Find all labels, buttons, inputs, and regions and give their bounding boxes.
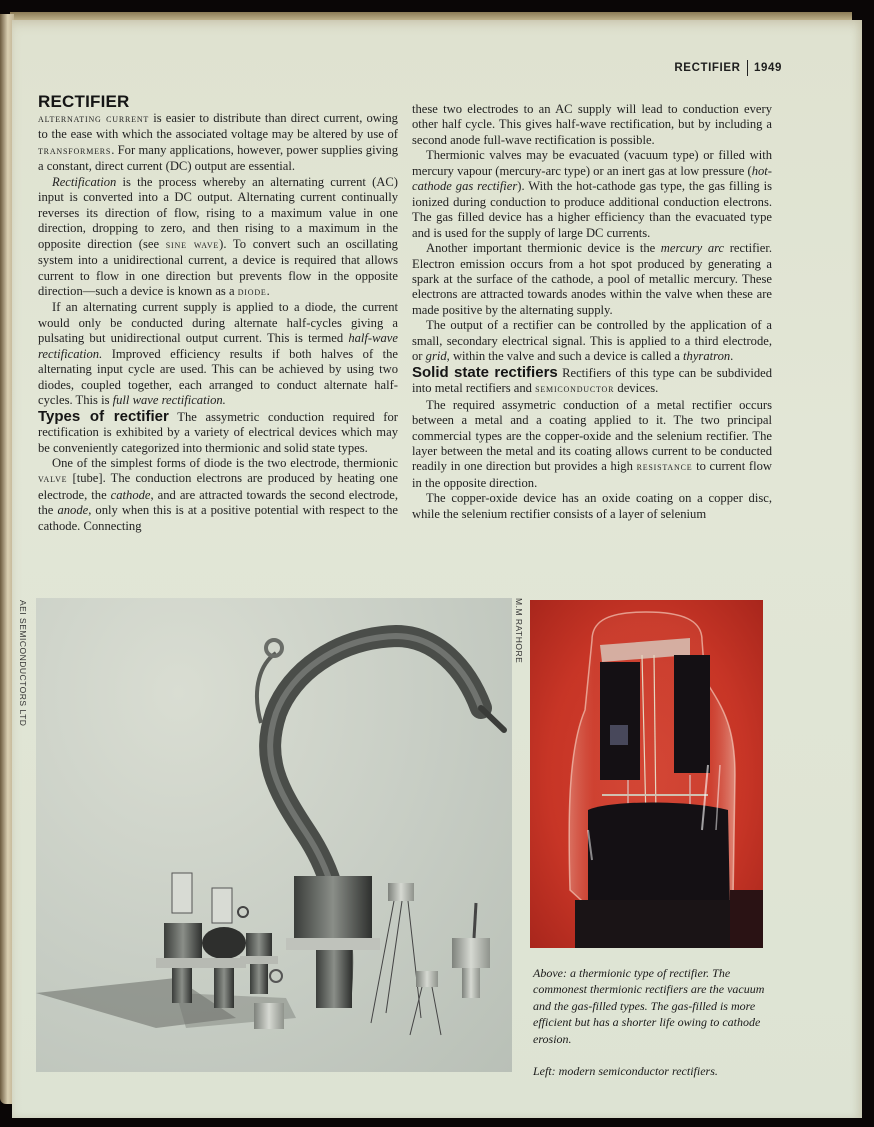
paragraph-intro: alternating current is easier to distribute than direct current, owing to the ease with which the associated voltage may be altered by use of transformers. For many applications, however, power supplies giving a constant, direct current (DC) output are essential. [38,111,398,174]
photo-thermionic-valve [530,600,763,948]
paragraph-types: Types of rectifier The assymetric conduction required for rectification is exhibited by a variety of electrical devices which may be conveniently categorized into thermionic and solid state types. [38,407,398,455]
cross-ref-diode: diode [237,285,267,298]
paragraph-mercury-arc: Another important thermionic device is the mercury arc rectifier. Electron emission occurs from a hot spot produced by generating a spark at the surface of the cathode, a pool of metallic mercury. These electrons are attracted towards anodes within the valve when these are made positive by the alternating supply. [412,241,772,317]
cross-ref-resistance: resistance [636,461,693,474]
semiconductor-rectifiers-illustration [36,598,512,1072]
photo-credit-right: M.M RATHORE [514,598,524,664]
thermionic-valve-illustration [530,600,763,948]
page-number: 1949 [754,62,782,74]
cross-ref-transformers: transformers [38,144,112,157]
paragraph-valve: One of the simplest forms of diode is the two electrode, thermionic valve [tube]. The conduction electrons are produced by heating one electrode, the cathode, and are attracted towards the second electrode, the anode, only when this is at a positive potential with respect to the cathode. Connecting [38,455,398,533]
cross-ref-valve: valve [38,473,68,486]
paragraph-metal-rectifier: The required assymetric conduction of a metal rectifier occurs between a metal and a coating applied to it. The two principal commercial types are the copper-oxide and the selenium rectifier. The layer between the metal and its coating allows current to be conducted readily in one direction but provides a high resistance to current flow in the opposite direction. [412,397,772,490]
photo-credit-left: AEI SEMICONDUCTORS LTD [18,600,28,727]
article-title: RECTIFIER [38,92,130,111]
cross-ref-alternating-current: alternating current [38,113,150,125]
subhead-solid-state-rectifiers: Solid state rectifiers [412,363,558,381]
right-column [412,102,772,522]
caption-above: Above: a thermionic type of rectifier. The commonest thermionic rectifiers are the vacuum and the gas-filled types. The gas-filled is more efficient but has a shorter life owing to cathode erosion. [533,966,765,1046]
subhead-types-of-rectifier: Types of rectifier [38,407,169,425]
cross-ref-semiconductor: semiconductor [535,383,615,396]
running-head-section: RECTIFIER [674,62,741,74]
caption-left: Left: modern semiconductor rectifiers. [533,1064,718,1079]
paragraph-solid-state: Solid state rectifiers Rectifiers of this type can be subdivided into metal rectifiers and semiconductor devices. [412,363,772,396]
paragraph-rectification: Rectification is the process whereby an alternating current (AC) input is converted into a DC output. Alternating current continually reverses its direction of flow, rising to a maximum value in one direction, dropping to zero, and then rising to a maximum in the opposite direction (see sine wave). To convert such an oscillating system into a unidirectional current, a device is required that allows current to flow in one direction but prevents flow in the opposite direction—such a device is known as a diode. [38,174,398,298]
running-head [674,60,782,76]
paragraph-thyratron: The output of a rectifier can be controlled by the application of a small, secondary electrical signal. This is applied to a third electrode, or grid, within the valve and such a device is called a thyratron. [412,318,772,364]
paragraph-half-wave: If an alternating current supply is applied to a diode, the current would only be conducted during alternate half-cycles giving a pulsating but unidirectional output current. This is termed half-wave rectification. Improved efficiency results if both halves of the alternating input cycle are used. This can be achieved by using two diodes, coupled together, each arranged to conduct alternate half-cycles. This is full wave rectification. [38,300,398,408]
cross-ref-sine-wave: sine wave [165,238,220,251]
left-column [38,93,398,534]
running-head-divider [747,60,749,76]
paragraph-thermionic-valves: Thermionic valves may be evacuated (vacuum type) or filled with mercury vapour (mercury-arc type) or an inert gas at low pressure (hot-cathode gas rectifier). With the hot-cathode gas type, the gas filling is ionized during conduction to produce additional conduction electrons. The gas filled device has a higher efficiency than the evacuated type and is used for the supply of large DC currents. [412,148,772,240]
paragraph-continuation: these two electrodes to an AC supply will lead to conduction every other half cycle. This gives half-wave rectification, but by including a second anode full-wave rectification is possible. [412,102,772,147]
figure-caption [533,965,773,1079]
paragraph-copper-oxide: The copper-oxide device has an oxide coating on a copper disc, while the selenium rectifier consists of a layer of selenium [412,491,772,521]
photo-semiconductor-rectifiers [36,598,512,1072]
